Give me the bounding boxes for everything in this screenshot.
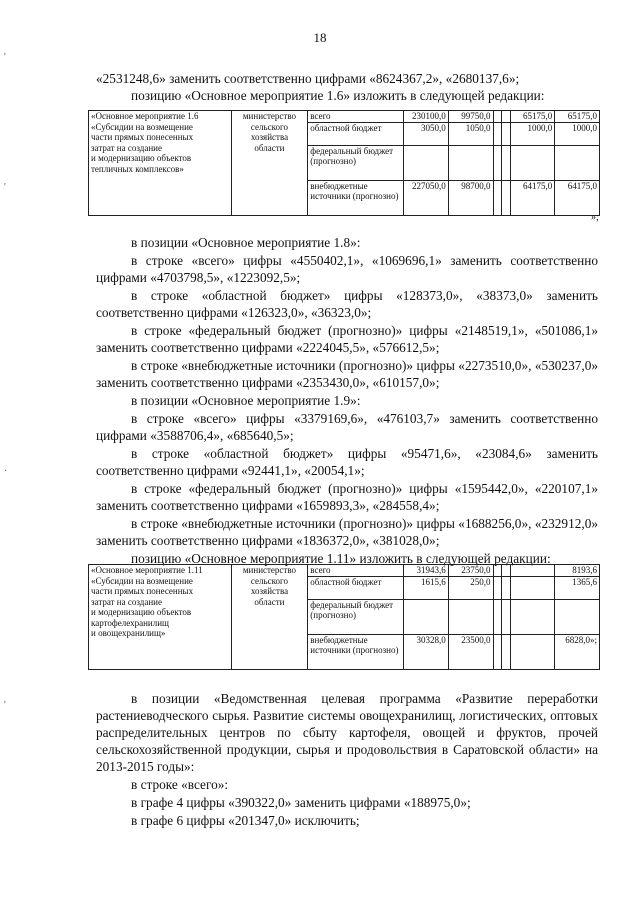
value-cell-v1: [404, 145, 449, 180]
value-cell-v4: [502, 180, 511, 215]
value-cell-v2: 23750,0: [448, 565, 493, 577]
body-paragraph: в позиции «Основное мероприятие 1.9»:: [131, 393, 361, 408]
value-cell-v5: [510, 145, 555, 180]
value-cell-v4: [502, 565, 511, 577]
measure-name-line: части прямых понесенных: [91, 132, 194, 142]
value-cell-v4: [502, 145, 511, 180]
value-cell-v1: 227050,0: [404, 180, 449, 215]
responsible-org-line: сельского: [250, 121, 288, 132]
measure-name-line: затрат на создание: [91, 142, 162, 153]
body-paragraph: в позиции «Ведомственная целевая программа «Развитие переработки растениеводческого сырья. Развитие системы овощехранилищ, логистических, оптовых распределительных центров по сбыту картофеля, овощей и фруктов, прочей сельскохозяйственной продукции, сырья и продовольствия в Саратовской области» на 2013-2015 годы»:: [96, 691, 598, 774]
value-cell-v3: [493, 599, 502, 634]
value-cell-v3: [493, 565, 502, 577]
measure-name-cell: [89, 111, 232, 216]
value-cell-v2: 99750,0: [448, 111, 493, 123]
funding-source-cell: областной бюджет: [308, 576, 404, 599]
responsible-org-line: сельского: [250, 575, 288, 586]
responsible-org-cell: [231, 565, 308, 670]
measure-name-line: и овощехранилищ»: [91, 628, 166, 638]
page-number: 18: [313, 30, 327, 45]
value-cell-v6: 8193,6: [555, 565, 600, 577]
value-cell-v3: [493, 111, 502, 123]
responsible-org-line: хозяйства: [250, 586, 289, 596]
value-cell-v1: 30328,0: [404, 634, 449, 669]
body-paragraph: в графе 4 цифры «390322,0» заменить цифрами «188975,0»;: [131, 795, 471, 810]
responsible-org-cell: [231, 111, 308, 216]
value-cell-v4: [502, 599, 511, 634]
value-cell-v6: 65175,0: [555, 111, 600, 123]
value-cell-v5: [510, 565, 555, 577]
value-cell-v1: 230100,0: [404, 111, 449, 123]
value-cell-v6: [555, 599, 600, 634]
value-cell-v5: [510, 599, 555, 634]
body-paragraph: в строке «внебюджетные источники (прогнозно)» цифры «2273510,0», «530237,0» заменить соответственно цифрами «2353430,0», «610157,0»;: [96, 358, 598, 390]
value-cell-v3: [493, 634, 502, 669]
table-row: [89, 565, 600, 577]
margin-mark: ': [4, 52, 6, 63]
value-cell-v2: 98700,0: [448, 180, 493, 215]
value-cell-v5: 65175,0: [510, 111, 555, 123]
measure-name-line: части прямых понесенных: [91, 586, 194, 596]
measure-name-line: «Субсидии на возмещение: [91, 575, 193, 586]
measure-name-cell: [89, 565, 232, 670]
value-cell-v6: 1000,0: [555, 122, 600, 145]
body-paragraph: в графе 6 цифры «201347,0» исключить;: [131, 813, 360, 828]
value-cell-v2: 23500,0: [448, 634, 493, 669]
funding-source-cell: федеральный бюджет (прогнозно): [308, 599, 404, 634]
body-paragraph: в строке «областной бюджет» цифры «128373,0», «38373,0» заменить соответственно цифрами «126323,0», «36323,0»;: [96, 288, 598, 320]
value-cell-v6: [555, 145, 600, 180]
value-cell-v4: [502, 122, 511, 145]
value-cell-v2: 250,0: [448, 576, 493, 599]
table-measure-1-11: [88, 564, 600, 670]
value-cell-v5: 1000,0: [510, 122, 555, 145]
responsible-org-line: министерство: [242, 111, 297, 121]
value-cell-v1: 31943,6: [404, 565, 449, 577]
funding-source-cell: областной бюджет: [308, 122, 404, 145]
responsible-org-line: хозяйства: [250, 132, 289, 142]
measure-name-line: затрат на создание: [91, 596, 162, 607]
value-cell-v4: [502, 634, 511, 669]
body-paragraph: в строке «внебюджетные источники (прогнозно)» цифры «1688256,0», «232912,0» заменить соответственно цифрами «1836372,0», «381028,0»;: [96, 516, 598, 548]
measure-name-line: «Основное мероприятие 1.11: [91, 565, 203, 575]
value-cell-v1: 3050,0: [404, 122, 449, 145]
value-cell-v6: 64175,0: [555, 180, 600, 215]
body-paragraph: в строке «всего»:: [131, 777, 229, 792]
value-cell-v5: [510, 576, 555, 599]
responsible-org-line: области: [254, 596, 285, 607]
measure-name-line: тепличных комплексов»: [91, 163, 184, 174]
value-cell-v2: 1050,0: [448, 122, 493, 145]
value-cell-v6: 6828,0»;: [555, 634, 600, 669]
funding-source-cell: всего: [308, 111, 404, 123]
margin-mark: ·: [4, 466, 8, 477]
value-cell-v5: [510, 634, 555, 669]
value-cell-v1: 1615,6: [404, 576, 449, 599]
body-paragraph: в строке «федеральный бюджет (прогнозно)» цифры «1595442,0», «220107,1» заменить соответственно цифрами «1659893,3», «284558,4»;: [96, 481, 598, 513]
value-cell-v3: [493, 122, 502, 145]
value-cell-v3: [493, 576, 502, 599]
intro-line-2: позицию «Основное мероприятие 1.6» изложить в следующей редакции:: [131, 88, 545, 103]
measure-name-line: «Субсидии на возмещение: [91, 121, 193, 132]
responsible-org-line: области: [254, 142, 285, 153]
value-cell-v1: [404, 599, 449, 634]
funding-source-cell: внебюджетные источники (прогнозно): [308, 634, 404, 669]
value-cell-v3: [493, 180, 502, 215]
margin-mark: ': [4, 182, 6, 193]
value-cell-v2: [448, 599, 493, 634]
measure-name-line: картофелехранилищ: [91, 617, 169, 628]
table-row: [89, 111, 600, 123]
intro-line-1: «2531248,6» заменить соответственно цифрами «8624367,2», «2680137,6»;: [96, 71, 520, 86]
body-paragraph: в строке «всего» цифры «4550402,1», «1069696,1» заменить соответственно цифрами «4703798,5», «1223092,5»;: [96, 253, 598, 285]
table1-tail: »;: [591, 212, 599, 223]
value-cell-v4: [502, 576, 511, 599]
value-cell-v4: [502, 111, 511, 123]
measure-name-line: и модернизацию объектов: [91, 153, 192, 163]
value-cell-v3: [493, 145, 502, 180]
body-paragraph: в строке «всего» цифры «3379169,6», «476103,7» заменить соответственно цифрами «3588706,4», «685640,5»;: [96, 411, 598, 443]
value-cell-v6: 1365,6: [555, 576, 600, 599]
responsible-org-line: министерство: [242, 565, 297, 575]
body-paragraph: позицию «Основное мероприятие 1.11» изложить в следующей редакции:: [131, 551, 551, 566]
value-cell-v5: 64175,0: [510, 180, 555, 215]
body-paragraph: в строке «федеральный бюджет (прогнозно)» цифры «2148519,1», «501086,1» заменить соответственно цифрами «2224045,5», «576612,5»;: [96, 323, 598, 355]
table-measure-1-6: [88, 110, 600, 216]
funding-source-cell: всего: [308, 565, 404, 577]
measure-name-line: «Основное мероприятие 1.6: [91, 111, 199, 121]
body-paragraph: в строке «областной бюджет» цифры «95471,6», «23084,6» заменить соответственно цифрами «92441,1», «20054,1»;: [96, 446, 598, 478]
funding-source-cell: внебюджетные источники (прогнозно): [308, 180, 404, 215]
funding-source-cell: федеральный бюджет (прогнозно): [308, 145, 404, 180]
value-cell-v2: [448, 145, 493, 180]
body-paragraph: в позиции «Основное мероприятие 1.8»:: [131, 235, 361, 250]
margin-mark: ': [4, 700, 6, 711]
measure-name-line: и модернизацию объектов: [91, 607, 192, 617]
